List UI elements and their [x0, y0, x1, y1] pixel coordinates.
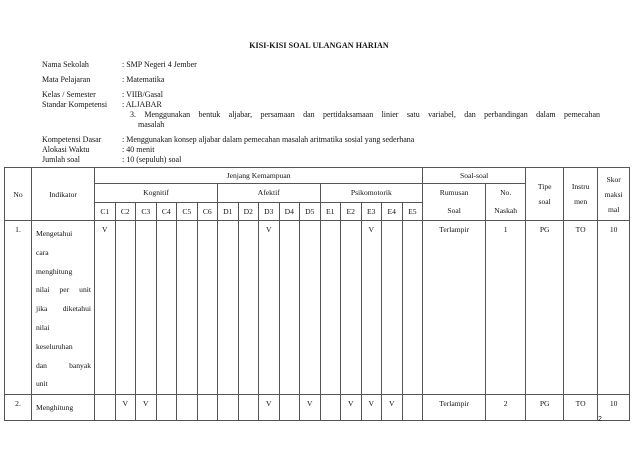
- indikator-line: nilai per unit: [36, 285, 91, 295]
- header-rumusan: [423, 184, 486, 221]
- indikator-line: keseluruhan: [36, 341, 73, 351]
- row-rumusan: Terlampir: [423, 395, 486, 421]
- meta-row-mapel: [42, 75, 600, 85]
- mark-cell: [320, 221, 341, 395]
- mark-cell: [115, 221, 136, 395]
- header-code: E2: [341, 202, 362, 221]
- indikator-line: dan banyak: [36, 360, 91, 370]
- row-instrumen: TO: [564, 221, 598, 395]
- mark-cell: [341, 221, 362, 395]
- meta-row-kd: [42, 135, 600, 145]
- mark-cell: [218, 395, 239, 421]
- indikator-line: Mengetahui: [36, 229, 73, 238]
- mark-cell: [177, 395, 198, 421]
- row-naskah: 1: [486, 221, 526, 395]
- sk-description: 3. Menggunakan bentuk aljabar, persamaan dan pertidaksamaan linier satu variabel, dan perbandingan dalam pemecahan: [130, 110, 600, 119]
- meta-label: Jumlah soal: [42, 155, 80, 164]
- header-code: E4: [382, 202, 403, 221]
- header-no: No: [5, 168, 32, 221]
- mark-cell: [279, 221, 300, 395]
- mark-cell: [300, 221, 321, 395]
- header-code: C5: [177, 202, 198, 221]
- header-code: C1: [95, 202, 116, 221]
- indikator-line: unit: [36, 379, 48, 389]
- indikator-line: nilai: [36, 322, 50, 332]
- mark-cell: V: [95, 221, 116, 395]
- header-instrumen-line1: Instru: [571, 182, 590, 191]
- meta-row-waktu: [42, 145, 600, 155]
- mark-cell: [197, 395, 218, 421]
- row-skor: 10: [598, 395, 630, 421]
- meta-row-sekolah: [42, 60, 600, 70]
- header-code: D5: [300, 202, 321, 221]
- header-code: D1: [218, 202, 239, 221]
- indikator-line: cara: [36, 247, 49, 257]
- mark-cell: [279, 395, 300, 421]
- indikator-line: jika diketahui: [36, 304, 91, 314]
- mark-cell: V: [300, 395, 321, 421]
- header-indikator: Indikator: [32, 168, 95, 221]
- table-row: [5, 221, 630, 395]
- mark-cell: [320, 395, 341, 421]
- table-row: [5, 395, 630, 421]
- mark-cell: [218, 221, 239, 395]
- row-tipe: PG: [526, 395, 564, 421]
- document-metadata: [42, 60, 600, 165]
- mark-cell: [156, 221, 177, 395]
- meta-value: : SMP Negeri 4 Jember: [122, 60, 197, 69]
- mark-cell: [238, 221, 259, 395]
- row-instrumen: TO: [564, 395, 598, 421]
- mark-cell: V: [259, 395, 280, 421]
- row-rumusan: Terlampir: [423, 221, 486, 395]
- meta-value: : VIIB/Gasal: [122, 90, 163, 99]
- header-instrumen: [564, 168, 598, 221]
- header-code: D2: [238, 202, 259, 221]
- header-code: D3: [259, 202, 280, 221]
- mark-cell: [238, 395, 259, 421]
- row-naskah: 2: [486, 395, 526, 421]
- mark-cell: [402, 395, 423, 421]
- meta-row-jumlah: [42, 155, 600, 165]
- header-skor: [598, 168, 630, 221]
- header-code: C6: [197, 202, 218, 221]
- meta-label: Nama Sekolah: [42, 60, 89, 69]
- meta-label: Kompetensi Dasar: [42, 135, 102, 144]
- header-code: C3: [136, 202, 157, 221]
- header-tipe-line1: Tipe: [537, 182, 552, 191]
- meta-row-sk: [42, 100, 600, 110]
- header-code: E5: [402, 202, 423, 221]
- mark-cell: [402, 221, 423, 395]
- header-rumusan-line2: Soal: [447, 206, 461, 215]
- header-code: C4: [156, 202, 177, 221]
- meta-row-kelas: [42, 90, 600, 100]
- mark-cell: V: [115, 395, 136, 421]
- meta-label: Kelas / Semester: [42, 90, 96, 99]
- indikator-line: Menghitung: [36, 403, 74, 413]
- header-tipe: [526, 168, 564, 221]
- mark-cell: V: [341, 395, 362, 421]
- header-afektif: Afektif: [218, 184, 321, 203]
- mark-cell: [382, 221, 403, 395]
- header-code: C2: [115, 202, 136, 221]
- meta-value: : 40 menit: [122, 145, 155, 154]
- header-rumusan-line1: Rumusan: [439, 188, 469, 197]
- meta-value: : ALJABAR: [122, 100, 162, 109]
- mark-cell: [177, 221, 198, 395]
- mark-cell: [136, 221, 157, 395]
- mark-cell: [197, 221, 218, 395]
- header-naskah-line1: No.: [500, 188, 512, 197]
- header-jenjang: Jenjang Kemampuan: [95, 168, 423, 184]
- meta-label: Alokasi Waktu: [42, 145, 90, 154]
- sk-description-cont: masalah: [138, 120, 165, 129]
- row-tipe: PG: [526, 221, 564, 395]
- header-tipe-line2: soal: [538, 197, 551, 206]
- header-code: E3: [361, 202, 382, 221]
- meta-label: Mata Pelajaran: [42, 75, 91, 84]
- row-number: 1.: [5, 221, 32, 395]
- mark-cell: [95, 395, 116, 421]
- mark-cell: [156, 395, 177, 421]
- header-naskah: [486, 184, 526, 221]
- header-code: D4: [279, 202, 300, 221]
- header-kognitif: Kognitif: [95, 184, 218, 203]
- header-soal: Soal-soal: [423, 168, 526, 184]
- document-title: KISI-KISI SOAL ULANGAN HARIAN: [249, 41, 389, 50]
- header-naskah-line2: Naskah: [494, 206, 518, 215]
- header-instrumen-line2: men: [574, 197, 588, 206]
- row-indikator: [32, 221, 95, 395]
- kisi-kisi-table: [4, 167, 630, 421]
- header-skor-line1: Skor: [606, 174, 621, 184]
- meta-value: : Menggunakan konsep aljabar dalam pemecahan masalah aritmatika sosial yang sederhana: [122, 135, 415, 144]
- header-skor-line2: maksi: [604, 189, 623, 199]
- mark-cell: V: [136, 395, 157, 421]
- header-skor-line3: mal: [607, 204, 620, 214]
- mark-cell: V: [382, 395, 403, 421]
- mark-cell: V: [361, 395, 382, 421]
- meta-value: : Matematika: [122, 75, 165, 84]
- mark-cell: V: [361, 221, 382, 395]
- header-code: E1: [320, 202, 341, 221]
- meta-value: : 10 (sepuluh) soal: [122, 155, 182, 164]
- row-number: 2.: [5, 395, 32, 421]
- indikator-line: menghitung: [36, 266, 73, 276]
- row-indikator: [32, 395, 95, 421]
- header-psikomotorik: Psikomotorik: [320, 184, 423, 203]
- page-number: 2: [598, 416, 602, 423]
- row-skor: 10: [598, 221, 630, 395]
- mark-cell: V: [259, 221, 280, 395]
- meta-label: Standar Kompetensi: [42, 100, 108, 109]
